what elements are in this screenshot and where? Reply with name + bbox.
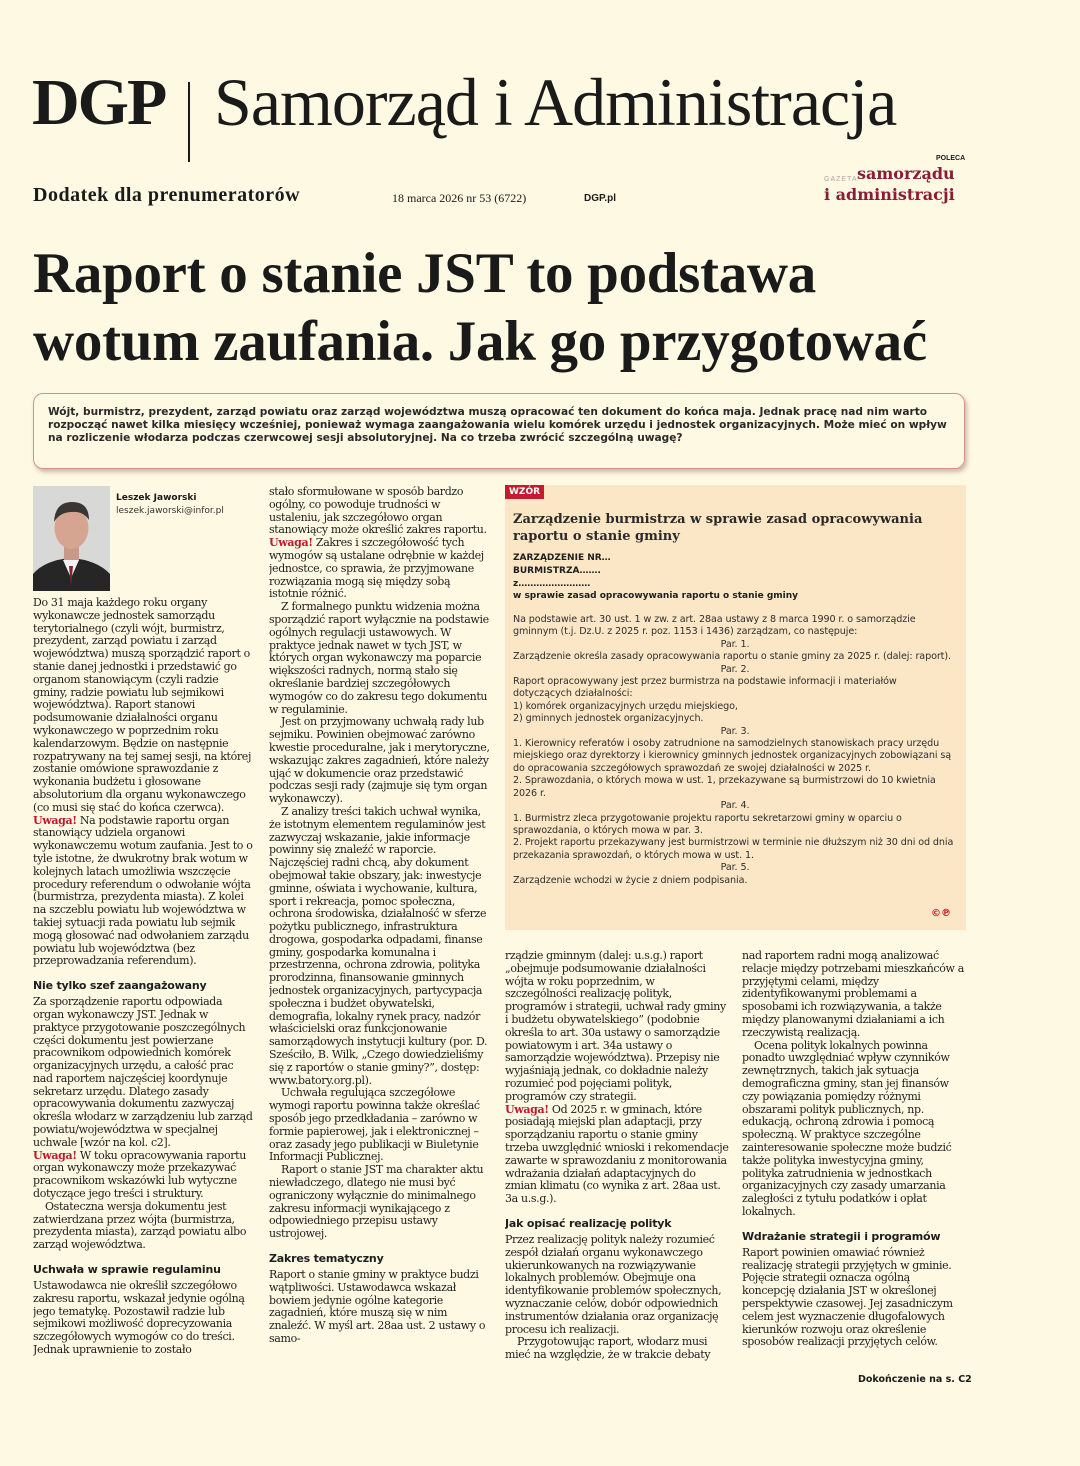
gazeta-logo-line2: i administracji: [824, 185, 955, 204]
paragraph: Raport o stanie gminy w praktyce budzi wątpliwości. Ustawodawca wskazał bowiem jedynie ogólne kategorie zagadnień, które muszą się w nim znaleźć. W myśl art. 28aa ust. 2 ustawy o samo-: [269, 1268, 486, 1345]
warning-label: Uwaga!: [505, 1102, 549, 1116]
paragraph-number: Par. 3.: [720, 725, 750, 737]
paragraph: Ocena polityk lokalnych powinna ponadto uwzględniać wpływ czynników zewnętrznych, takich jak sytuacja demograficzna gminy, stan jej finansów czy powiązania pomiędzy różnymi obszarami polityk publicznych, np. edukacją, ochroną zdrowia i pomocą społeczną. W praktyce szczególne zainteresowanie społeczne może budzić także polityka inwestycyjna gminy, polityka zatrudnienia w jednostkach organizacyjnych czy zasady umarzania zaległości z tytułu podatków i opłat lokalnych.: [742, 1038, 952, 1218]
headline-line-2: wotum zaufania. Jak go przygotować: [33, 310, 927, 373]
warning-label: Uwaga!: [269, 536, 313, 550]
site-link[interactable]: DGP.pl: [584, 193, 617, 204]
template-tag: WZÓR: [505, 485, 544, 499]
template-text: 2) gminnych jednostek organizacyjnych.: [513, 713, 704, 725]
template-date: z……………………: [513, 579, 591, 589]
paragraph: Uchwała regulująca szczegółowe wymogi raportu powinna także określać sposób jego przedkładania – zarówno w formie papierowej, jak i elektronicznej – oraz zasady jego publikacji w Biuletynie Informacji Publicznej.: [269, 1086, 480, 1164]
paragraph-text: Na podstawie raportu organ stanowiący udziela organowi wykonawczemu wotum zaufania. Jest to o tyle istotne, że dwukrotny brak wotum w kolejnych latach umożliwia wszczęcie procedury referendum o odwołanie wójta (burmistrza, prezydenta miasta). Z kolei na szczeblu powiatu lub województwa w takiej sytuacji rada powiatu lub sejmik mogą głosować nad odwołaniem zarządu powiatu lub województwa (bez przeprowadzania referendum).: [33, 813, 253, 968]
paragraph: [33, 996, 255, 1150]
recommends-label: POLECA: [936, 155, 966, 162]
template-text: 1) komórek organizacyjnych urzędu miejskiego,: [513, 700, 738, 712]
subheading: Zakres tematyczny: [269, 1252, 384, 1266]
gazeta-label: GAZETA: [824, 176, 858, 183]
template-issuer: BURMISTRZA…….: [513, 566, 601, 576]
dgp-logo[interactable]: DGP: [32, 66, 166, 139]
headline-line-1: Raport o stanie JST to podstawa: [33, 242, 816, 305]
template-title: Zarządzenie burmistrza w sprawie zasad opracowywania raportu o stanie gminy: [513, 512, 923, 544]
template-text: Zarządzenie wchodzi w życie z dniem podpisania.: [513, 874, 748, 886]
template-order-number: ZARZĄDZENIE NR…: [513, 553, 611, 563]
template-text: 1. Burmistrz zleca przygotowanie projektu raportu sekretarzowi gminy w oparciu o sprawozdania, o których mowa w par. 3.: [513, 812, 902, 836]
continued-note: Dokończenie na s. C2: [858, 1374, 972, 1385]
lead-box: [33, 393, 965, 469]
warning-label: Uwaga!: [33, 813, 77, 827]
paragraph: Raport o stanie JST ma charakter aktu niewładczego, dlatego nie musi być ograniczony wyłącznie do minimalnego zakresu informacji wynikającego z odpowiedniego przepisu ustawy ustrojowej.: [269, 1163, 484, 1241]
column-1: [33, 597, 255, 1397]
paragraph: [269, 537, 492, 601]
author-name: Leszek Jaworski: [116, 493, 197, 503]
template-intro: Na podstawie art. 30 ust. 1 w zw. z art. 28aa ustawy z 8 marca 1990 r. o samorządzie gminnym (t.j. Dz.U. z 2025 r. poz. 1153 i 1436) zarządzam, co następuje:: [513, 614, 916, 638]
paragraph: rządzie gminnym (dalej: u.s.g.) raport „obejmuje podsumowanie działalności wójta w roku poprzednim, w szczególności realizację polityk, programów i strategii, uchwał rady gminy i budżetu obywatelskiego” (podobnie określa to art. 30a ustawy o samorządzie powiatowym i art. 34a ustawy o samorządzie województwa). Przepisy nie wyjaśniają jednak, co dokładnie należy rozumieć pod pojęciami polityk, programów czy strategii.: [505, 950, 726, 1103]
paragraph-number: Par. 2.: [720, 663, 750, 675]
paragraph: Jest on przyjmowany uchwałą rady lub sejmiku. Powinien obejmować zarówno kwestie proceduralne, jak i merytoryczne, wskazując zakres zagadnień, które należy ująć w dokumencie oraz przedstawić podczas sesji rady (zajmuje się tym organ wykonawczy).: [269, 715, 490, 806]
paragraph: [33, 815, 255, 969]
subheading: Wdrażanie strategii i programów: [742, 1229, 941, 1243]
lead-text: Wójt, burmistrz, prezydent, zarząd powiatu oraz zarząd województwa muszą opracować ten dokument do końca maja. Jednak pracę nad nim warto rozpocząć nawet kilka miesięcy wcześniej, ponieważ wymaga zaangażowania wielu komórek urzędu i jednostek organizacyjnych. Może mieć on wpływ na rozliczenie włodarza podczas czerwcowej sesji absolutoryjnej. Na co trzeba zwrócić szczególną uwagę?: [48, 406, 947, 444]
paragraph: Z formalnego punktu widzenia można sporządzić raport wyłącznie na podstawie ogólnych regulacji ustawowych. W praktyce jednak nawet w tych JST, w których organ wykonawczy ma poparcie większości radnych, normą stało się określanie bardziej szczegółowych wymogów co do zakresu tego dokumentu w regulaminie.: [269, 600, 489, 716]
template-text: Raport opracowywany jest przez burmistrza na podstawie informacji i materiałów dotyczących działalności:: [513, 676, 897, 700]
gazeta-logo-line1: samorządu: [857, 164, 955, 183]
template-text: 1. Kierownicy referatów i osoby zatrudnione na samodzielnych stanowiskach pracy urzędu miejskiego oraz dyrektorzy i kierownicy gminnych jednostek organizacyjnych zobowiązani są do opracowania szczegółowych sprawozdań ze swojej działalności w 2025 r.: [513, 738, 952, 774]
paragraph-number: Par. 5.: [720, 862, 750, 874]
template-text: 2. Sprawozdania, o których mowa w ust. 1, przekazywane są burmistrzowi do 10 kwietnia 2026 r.: [513, 775, 936, 799]
subheading: Uchwała w sprawie regulaminu: [33, 1263, 221, 1277]
paragraph: stało sformułowane w sposób bardzo ogólny, co powoduje trudności w ustaleniu, jak szczegółowo organ stanowiący może określić zakres raportu.: [269, 486, 487, 537]
warning-label: Uwaga!: [33, 1148, 77, 1162]
column-2: [269, 486, 492, 1391]
paragraph: Przez realizację polityk należy rozumieć zespół działań organu wykonawczego ukierunkowanych na rozwiązywanie lokalnych problemów. Obejmuje ona identyfikowanie problemów społecznych, wyznaczanie celów, dobór odpowiednich instrumentów działania oraz organizację procesu ich realizacji.: [505, 1232, 722, 1336]
column-3: [505, 950, 729, 1390]
column-4: [742, 950, 966, 1350]
template-body: [513, 614, 957, 887]
paragraph: [33, 1150, 255, 1201]
paragraph: Raport powinien omawiać również realizację strategii przyjętych w gminie. Pojęcie strategii oznacza ogólną koncepcję działania JST w określonej perspektywie czasowej. Jej zasadniczym celem jest wyznaczenie długofalowych kierunków rozwoju oraz określenie sposobów realizacji przyjętych celów.: [742, 1245, 953, 1349]
paragraph-text: Do 31 maja każdego roku organy wykonawcze jednostek samorządu terytorialnego (czyli wójt, burmistrz, prezydent, zarząd powiatu i zarząd województwa) muszą sporządzić raport o stanie danej jednostki i przedstawić go organom stanowiącym (czyli radzie gminy, radzie powiatu lub sejmikowi województwa). Raport stanowi podsumowanie działalności organu wykonawczego w poprzednim roku kalendarzowym. Będzie on następnie rozpatrywany na tej samej sesji, na której zostanie omówione sprawozdanie z wykonania budżetu i głosowane absolutorium dla organu wykonawczego (co musi się stać do końca czerwca).: [33, 597, 252, 814]
paragraph-text: W toku opracowywania raportu organ wykonawczy może przekazywać pracownikom wskazówki lub wytyczne dotyczące jego treści i struktury.: [33, 1148, 246, 1201]
paragraph-text: Od 2025 r. w gminach, które posiadają miejski plan adaptacji, przy sporządzaniu raportu o stanie gminy trzeba uwzględnić wnioski i rekomendacje zawarte w sprawozdaniu z monitorowania wdrażania działań adaptacyjnych do zmian klimatu (co wynika z art. 28aa ust. 3a u.s.g.).: [505, 1102, 729, 1206]
paragraph: [505, 1104, 729, 1206]
paragraph-number: Par. 4.: [720, 800, 750, 812]
subheading: Nie tylko szef zaangażowany: [33, 979, 207, 993]
paragraph: Przygotowując raport, włodarz musi mieć na względzie, że w trakcie debaty: [505, 1335, 711, 1362]
author-email[interactable]: leszek.jaworski@infor.pl: [116, 506, 224, 516]
paragraph-text: Zakres i szczegółowość tych wymogów są ustalane odrębnie w każdej jednostce, co sprawia, że przyjmowane rozwiązania mogą się między sobą istotnie różnić.: [269, 536, 484, 601]
copyright-icon: ©℗: [931, 908, 951, 919]
author-photo: [33, 486, 110, 591]
template-text: Zarządzenie określa zasady opracowywania raportu o stanie gminy za 2025 r. (dalej: raport).: [513, 651, 951, 663]
masthead-divider: [188, 82, 190, 162]
paragraph: nad raportem radni mogą analizować relacje między potrzebami mieszkańców a przyjętymi celami, między zidentyfikowanymi problemami a sposobami ich rozwiązywania, a także między planowanymi działaniami a ich rzeczywistą realizacją.: [742, 950, 964, 1039]
template-text: 2. Projekt raportu przekazywany jest burmistrzowi w terminie nie dłuższym niż 30 dni od dnia przekazania sprawozdań, o których mowa w ust. 1.: [513, 837, 954, 861]
article-headline: [33, 240, 1053, 376]
paragraph-text: Za sporządzenie raportu odpowiada organ wykonawczy JST. Jednak w praktyce przygotowanie poszczególnych części dokumentu jest powierzane pracownikom odpowiednich komórek organizacyjnych urzędu, a całość prac nad raportem najczęściej koordynuje sekretarz urzędu. Dlatego zasady opracowywania dokumentu zazwyczaj określa włodarz w zarządzeniu lub zarząd powiatu/województwa w specjalnej uchwale [wzór na kol. c2].: [33, 995, 253, 1149]
template-box: [505, 485, 966, 930]
paragraph: Z analizy treści takich uchwał wynika, że istotnym elementem regulaminów jest zazwyczaj wskazanie, jakie informacje powinny się znaleźć w raporcie. Najczęściej radni chcą, aby dokument obejmował takie obszary, jak: inwestycje gminne, oświata i wychowanie, kultura, sport i rekreacja, pomoc społeczna, ochrona środowiska, działalność w sferze pożytku publicznego, infrastruktura drogowa, gospodarka odpadami, finanse gminy, gospodarka komunalna i przestrzenna, ochrona zdrowia, polityka prorodzinna, finansowanie gminnych jednostek organizacyjnych, partycypacja społeczna i budżet obywatelski, demografia, lokalny rynek pracy, nadzór właścicielski oraz funkcjonowanie samorządowych instytucji kultury (por. D. Sześciło, B. Wilk, „Czego dowiedzieliśmy się z raportów o stanie gminy?”, dostęp: www.batory.org.pl).: [269, 804, 488, 1087]
section-title: Samorząd i Administracja: [214, 64, 897, 140]
paragraph: Ustawodawca nie określił szczegółowo zakresu raportu, wskazał jedynie ogólną jego tematykę. Pozostawił radzie lub sejmikowi możliwość doprecyzowania szczegółowych wymogów co do treści. Jednak uprawnienie to zostało: [33, 1279, 245, 1357]
paragraph-number: Par. 1.: [720, 638, 750, 650]
template-subject: w sprawie zasad opracowywania raportu o stanie gminy: [513, 591, 799, 601]
paragraph: [33, 597, 255, 815]
paragraph: Ostateczna wersja dokumentu jest zatwierdzana przez wójta (burmistrza, prezydenta miasta), zarząd powiatu albo zarząd województwa.: [33, 1199, 247, 1252]
subheading: Jak opisać realizację polityk: [505, 1216, 672, 1230]
issue-info: 18 marca 2026 nr 53 (6722): [392, 191, 527, 205]
supplement-label: Dodatek dla prenumeratorów: [33, 184, 301, 206]
